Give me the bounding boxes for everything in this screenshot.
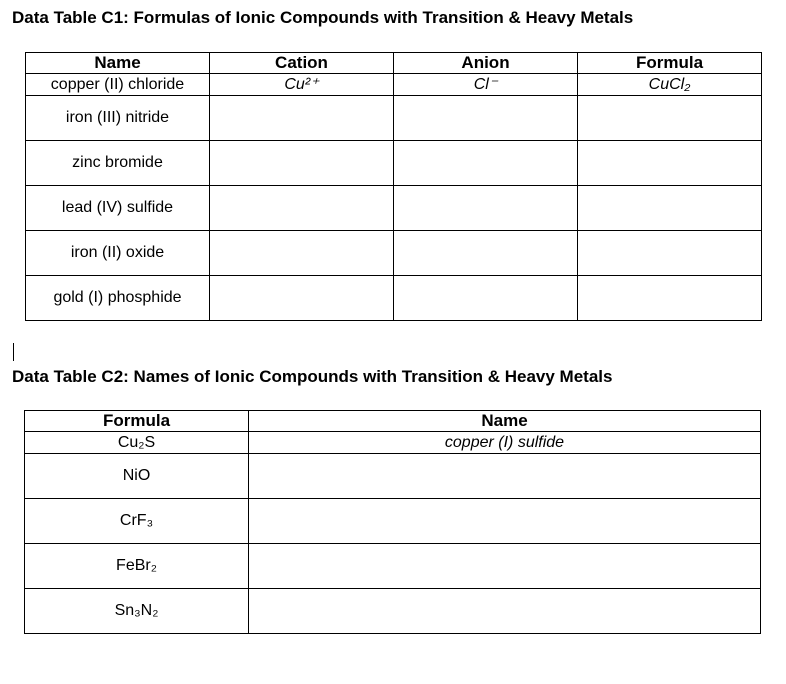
table-row bbox=[25, 544, 761, 589]
formula-answer-cell[interactable] bbox=[578, 231, 762, 276]
compound-name: lead (IV) sulfide bbox=[26, 186, 210, 231]
example-formula: Cu₂S bbox=[25, 432, 249, 454]
header-cation: Cation bbox=[210, 53, 394, 74]
table-c1 bbox=[25, 52, 762, 321]
example-anion: Cl⁻ bbox=[394, 74, 578, 96]
compound-name: zinc bromide bbox=[26, 141, 210, 186]
anion-answer-cell[interactable] bbox=[394, 141, 578, 186]
header-formula: Formula bbox=[578, 53, 762, 74]
header-anion: Anion bbox=[394, 53, 578, 74]
table-row bbox=[26, 141, 762, 186]
anion-answer-cell[interactable] bbox=[394, 276, 578, 321]
name-answer-cell[interactable] bbox=[249, 544, 761, 589]
compound-name: iron (III) nitride bbox=[26, 96, 210, 141]
cation-answer-cell[interactable] bbox=[210, 276, 394, 321]
table-row bbox=[25, 589, 761, 634]
table-row bbox=[26, 231, 762, 276]
formula-answer-cell[interactable] bbox=[578, 276, 762, 321]
anion-answer-cell[interactable] bbox=[394, 96, 578, 141]
cation-answer-cell[interactable] bbox=[210, 141, 394, 186]
compound-formula: FeBr₂ bbox=[25, 544, 249, 589]
table-row-example bbox=[26, 74, 762, 96]
compound-name: iron (II) oxide bbox=[26, 231, 210, 276]
anion-answer-cell[interactable] bbox=[394, 231, 578, 276]
table-c2-title: Data Table C2: Names of Ionic Compounds with Transition & Heavy Metals bbox=[12, 367, 613, 386]
table-row bbox=[26, 186, 762, 231]
name-answer-cell[interactable] bbox=[249, 499, 761, 544]
formula-answer-cell[interactable] bbox=[578, 186, 762, 231]
compound-formula: Sn₃N₂ bbox=[25, 589, 249, 634]
table-c1-title: Data Table C1: Formulas of Ionic Compounds with Transition & Heavy Metals bbox=[12, 8, 634, 27]
example-formula: CuCl₂ bbox=[578, 74, 762, 96]
compound-formula: NiO bbox=[25, 454, 249, 499]
header-formula: Formula bbox=[25, 411, 249, 432]
table-row-example bbox=[25, 432, 761, 454]
table-row bbox=[26, 96, 762, 141]
example-name: copper (II) chloride bbox=[26, 74, 210, 96]
table-row bbox=[25, 454, 761, 499]
compound-formula: CrF₃ bbox=[25, 499, 249, 544]
name-answer-cell[interactable] bbox=[249, 589, 761, 634]
table-row bbox=[25, 499, 761, 544]
table-c1-header-row bbox=[26, 53, 762, 74]
table-c2-header-row bbox=[25, 411, 761, 432]
example-name: copper (I) sulfide bbox=[249, 432, 761, 454]
compound-name: gold (I) phosphide bbox=[26, 276, 210, 321]
cation-answer-cell[interactable] bbox=[210, 186, 394, 231]
anion-answer-cell[interactable] bbox=[394, 186, 578, 231]
table-c2 bbox=[24, 410, 761, 634]
formula-answer-cell[interactable] bbox=[578, 141, 762, 186]
text-cursor bbox=[13, 343, 14, 361]
header-name: Name bbox=[26, 53, 210, 74]
table-row bbox=[26, 276, 762, 321]
name-answer-cell[interactable] bbox=[249, 454, 761, 499]
header-name: Name bbox=[249, 411, 761, 432]
cation-answer-cell[interactable] bbox=[210, 231, 394, 276]
formula-answer-cell[interactable] bbox=[578, 96, 762, 141]
cation-answer-cell[interactable] bbox=[210, 96, 394, 141]
example-cation: Cu²⁺ bbox=[210, 74, 394, 96]
